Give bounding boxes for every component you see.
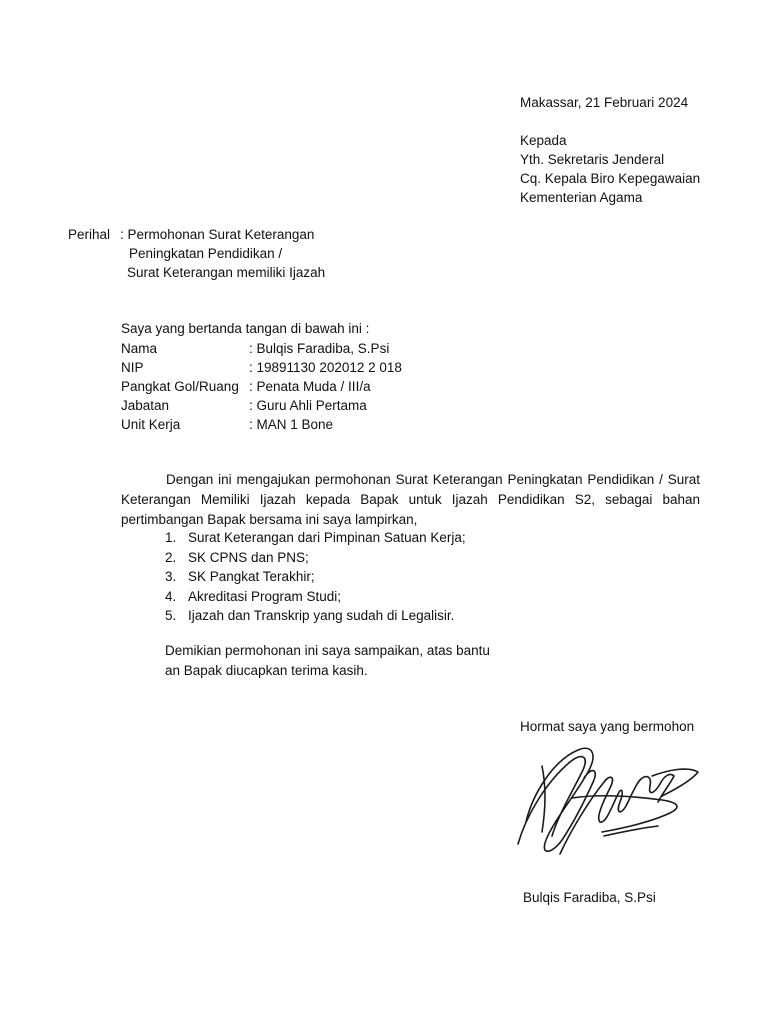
list-text: Akreditasi Program Studi;	[188, 588, 342, 604]
identity-row	[121, 377, 402, 396]
list-number: 1.	[165, 530, 177, 545]
list-item	[165, 606, 466, 626]
list-item	[165, 567, 466, 587]
list-number: 4.	[165, 588, 177, 604]
recipient-line: Cq. Kepala Biro Kepegawaian	[520, 171, 701, 186]
list-text: SK Pangkat Terakhir;	[188, 569, 315, 584]
subject-text	[120, 225, 325, 282]
closing-line: an Bapak diucapkan terima kasih.	[165, 663, 368, 678]
identity-row	[121, 396, 402, 415]
identity-label: Pangkat Gol/Ruang	[121, 379, 239, 394]
list-item	[165, 528, 466, 548]
list-item	[165, 548, 466, 568]
identity-label: Jabatan	[121, 398, 170, 413]
recipient-line: Kepada	[520, 133, 567, 148]
identity-label: NIP	[121, 360, 144, 375]
list-number: 5.	[165, 608, 177, 623]
identity-row	[121, 415, 402, 434]
identity-table	[121, 339, 402, 434]
subject-label: Perihal	[68, 227, 111, 242]
identity-value: : Bulqis Faradiba, S.Psi	[249, 341, 390, 356]
list-text: Surat Keterangan dari Pimpinan Satuan Kerja;	[188, 530, 466, 545]
recipient-block	[520, 131, 700, 207]
list-item	[165, 587, 466, 607]
list-number: 2.	[165, 549, 177, 565]
identity-row	[121, 339, 402, 358]
recipient-line: Kementerian Agama	[520, 190, 643, 205]
identity-value: : Penata Muda / III/a	[249, 379, 371, 394]
identity-label: Unit Kerja	[121, 417, 181, 432]
identity-value: : MAN 1 Bone	[249, 417, 334, 432]
body-text: Dengan ini mengajukan permohonan Surat Keterangan Peningkatan Pendidikan / Surat Keterangan Memiliki Ijazah kepada Bapak untuk Ijazah Pendidikan S2, sebagai bahan pertimbangan Bapak bersama ini saya lampirkan,	[121, 472, 700, 527]
closing-paragraph	[165, 641, 490, 681]
subject-line: Peningkatan Pendidikan /	[129, 246, 283, 261]
subject-line: : Permohonan Surat Keterangan	[120, 227, 315, 242]
list-number: 3.	[165, 569, 177, 584]
subject-line: Surat Keterangan memiliki Ijazah	[127, 265, 326, 280]
closing-line: Demikian permohonan ini saya sampaikan, atas bantu	[165, 643, 490, 658]
identity-value: : 19891130 202012 2 018	[249, 360, 402, 375]
signer-name: Bulqis Faradiba, S.Psi	[523, 890, 656, 905]
list-text: SK CPNS dan PNS;	[188, 549, 309, 565]
handwritten-signature	[512, 736, 707, 866]
regards-text: Hormat saya yang bermohon	[520, 719, 695, 734]
identity-value: : Guru Ahli Pertama	[249, 398, 367, 413]
identity-label: Nama	[121, 341, 158, 356]
intro-text: Saya yang bertanda tangan di bawah ini :	[121, 321, 370, 336]
body-paragraph	[121, 470, 700, 530]
list-text: Ijazah dan Transkrip yang sudah di Legalisir.	[188, 608, 455, 623]
identity-row	[121, 358, 402, 377]
recipient-line: Yth. Sekretaris Jenderal	[520, 152, 665, 167]
attachment-list	[165, 528, 466, 626]
letter-date: Makassar, 21 Februari 2024	[520, 95, 689, 110]
